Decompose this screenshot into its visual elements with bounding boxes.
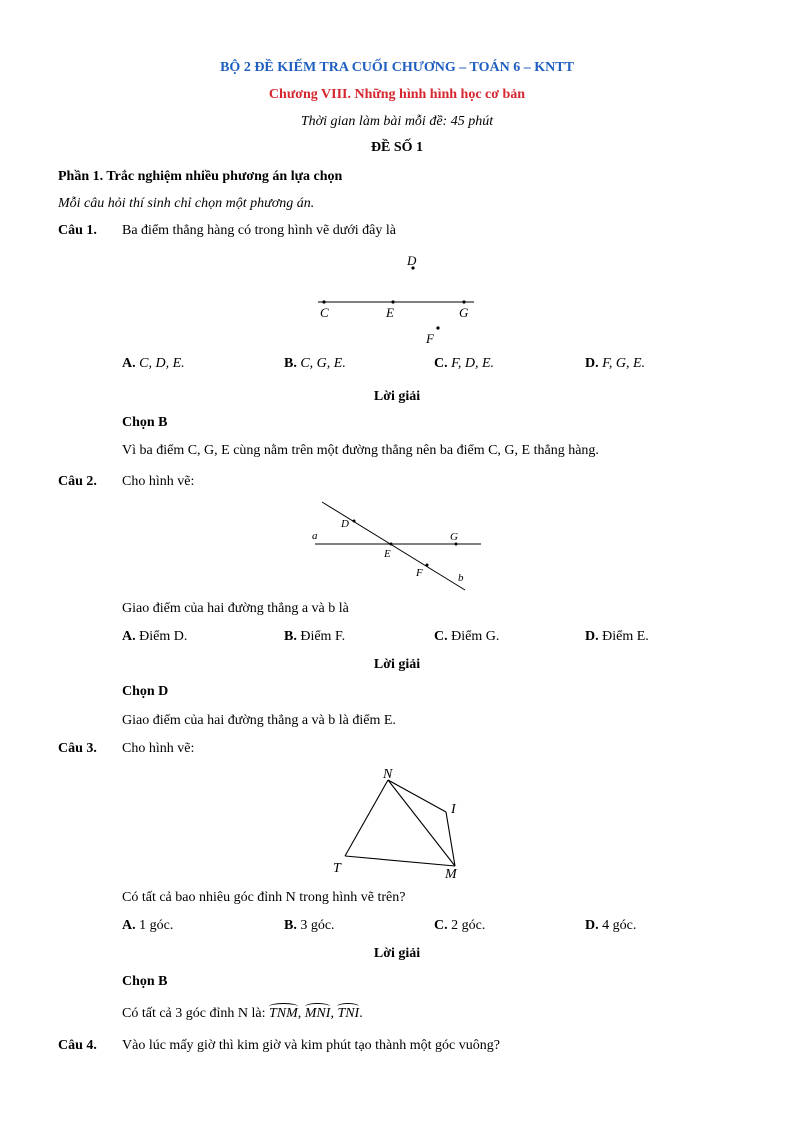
q2-option-a[interactable]: A. Điểm D. (122, 629, 188, 644)
q3-text: Cho hình vẽ: (122, 741, 195, 756)
q3-answer: Chọn B (122, 974, 168, 989)
q3-label-m: M (445, 867, 457, 882)
q1-number: Câu 1. (58, 223, 97, 238)
q1-label-d: D (407, 253, 417, 268)
q2-answer: Chọn D (122, 684, 169, 699)
q2-label-f: F (416, 567, 423, 579)
q1-explanation: Vì ba điểm C, G, E cùng nằm trên một đường thẳng nên ba điểm C, G, E thẳng hàng. (122, 443, 599, 458)
q1-text: Ba điểm thẳng hàng có trong hình vẽ dưới đây là (122, 223, 396, 238)
q3-option-a[interactable]: A. 1 góc. (122, 918, 174, 933)
q3-explanation: Có tất cả 3 góc đỉnh N là: TNM, MNI, TNI. (122, 1006, 363, 1021)
q2-option-b[interactable]: B. Điểm F. (284, 629, 346, 644)
q1-label-f: F (426, 331, 434, 346)
q2-figure (305, 496, 490, 596)
q1-label-c: C (320, 305, 329, 320)
part1-note: Mỗi câu hỏi thí sinh chỉ chọn một phương án. (58, 196, 315, 211)
q2-option-d[interactable]: D. Điểm E. (585, 629, 649, 644)
q1-option-a[interactable]: A. C, D, E. (122, 356, 185, 371)
q2-text: Cho hình vẽ: (122, 474, 195, 489)
chapter-title: Chương VIII. Những hình hình học cơ bản (268, 87, 526, 102)
q1-figure (310, 248, 490, 348)
q1-label-e: E (386, 305, 394, 320)
q3-solution-label: Lời giải (373, 946, 421, 961)
q2-explanation: Giao điểm của hai đường thẳng a và b là điểm E. (122, 713, 396, 728)
q3-label-n: N (383, 767, 393, 782)
q3-figure (325, 762, 475, 884)
q3-number: Câu 3. (58, 741, 97, 756)
q1-label-g: G (459, 305, 469, 320)
q2-number: Câu 2. (58, 474, 97, 489)
q2-solution-label: Lời giải (373, 657, 421, 672)
q1-solution-label: Lời giải (373, 389, 421, 404)
q3-question: Có tất cả bao nhiêu góc đỉnh N trong hình vẽ trên? (122, 890, 406, 905)
q4-number: Câu 4. (58, 1038, 97, 1053)
angle-mni: MNI (304, 1006, 331, 1021)
time-limit: Thời gian làm bài mỗi đề: 45 phút (300, 114, 494, 129)
q2-label-d: D (341, 518, 349, 530)
q3-label-i: I (451, 802, 456, 817)
q3-option-c[interactable]: C. 2 góc. (434, 918, 486, 933)
q1-option-c[interactable]: C. F, D, E. (434, 356, 495, 371)
q2-question: Giao điểm của hai đường thẳng a và b là (122, 601, 349, 616)
q1-option-b[interactable]: B. C, G, E. (284, 356, 346, 371)
q3-option-b[interactable]: B. 3 góc. (284, 918, 335, 933)
q2-label-b: b (458, 572, 464, 584)
q2-label-g: G (450, 531, 458, 543)
q3-option-d[interactable]: D. 4 góc. (585, 918, 637, 933)
q1-answer: Chọn B (122, 415, 168, 430)
angle-tni: TNI (337, 1006, 360, 1021)
q3-label-t: T (333, 861, 341, 876)
q4-text: Vào lúc mấy giờ thì kim giờ và kim phút tạo thành một góc vuông? (122, 1038, 500, 1053)
document-title: BỘ 2 ĐỀ KIỂM TRA CUỐI CHƯƠNG – TOÁN 6 – KNTT (220, 60, 574, 75)
q2-option-c[interactable]: C. Điểm G. (434, 629, 500, 644)
q2-label-a: a (312, 530, 318, 542)
q2-label-e: E (384, 548, 391, 560)
angle-tnm: TNM (268, 1006, 298, 1021)
part1-title: Phần 1. Trắc nghiệm nhiều phương án lựa chọn (58, 169, 343, 184)
exam-number: ĐỀ SỐ 1 (370, 140, 424, 155)
q1-option-d[interactable]: D. F, G, E. (585, 356, 646, 371)
